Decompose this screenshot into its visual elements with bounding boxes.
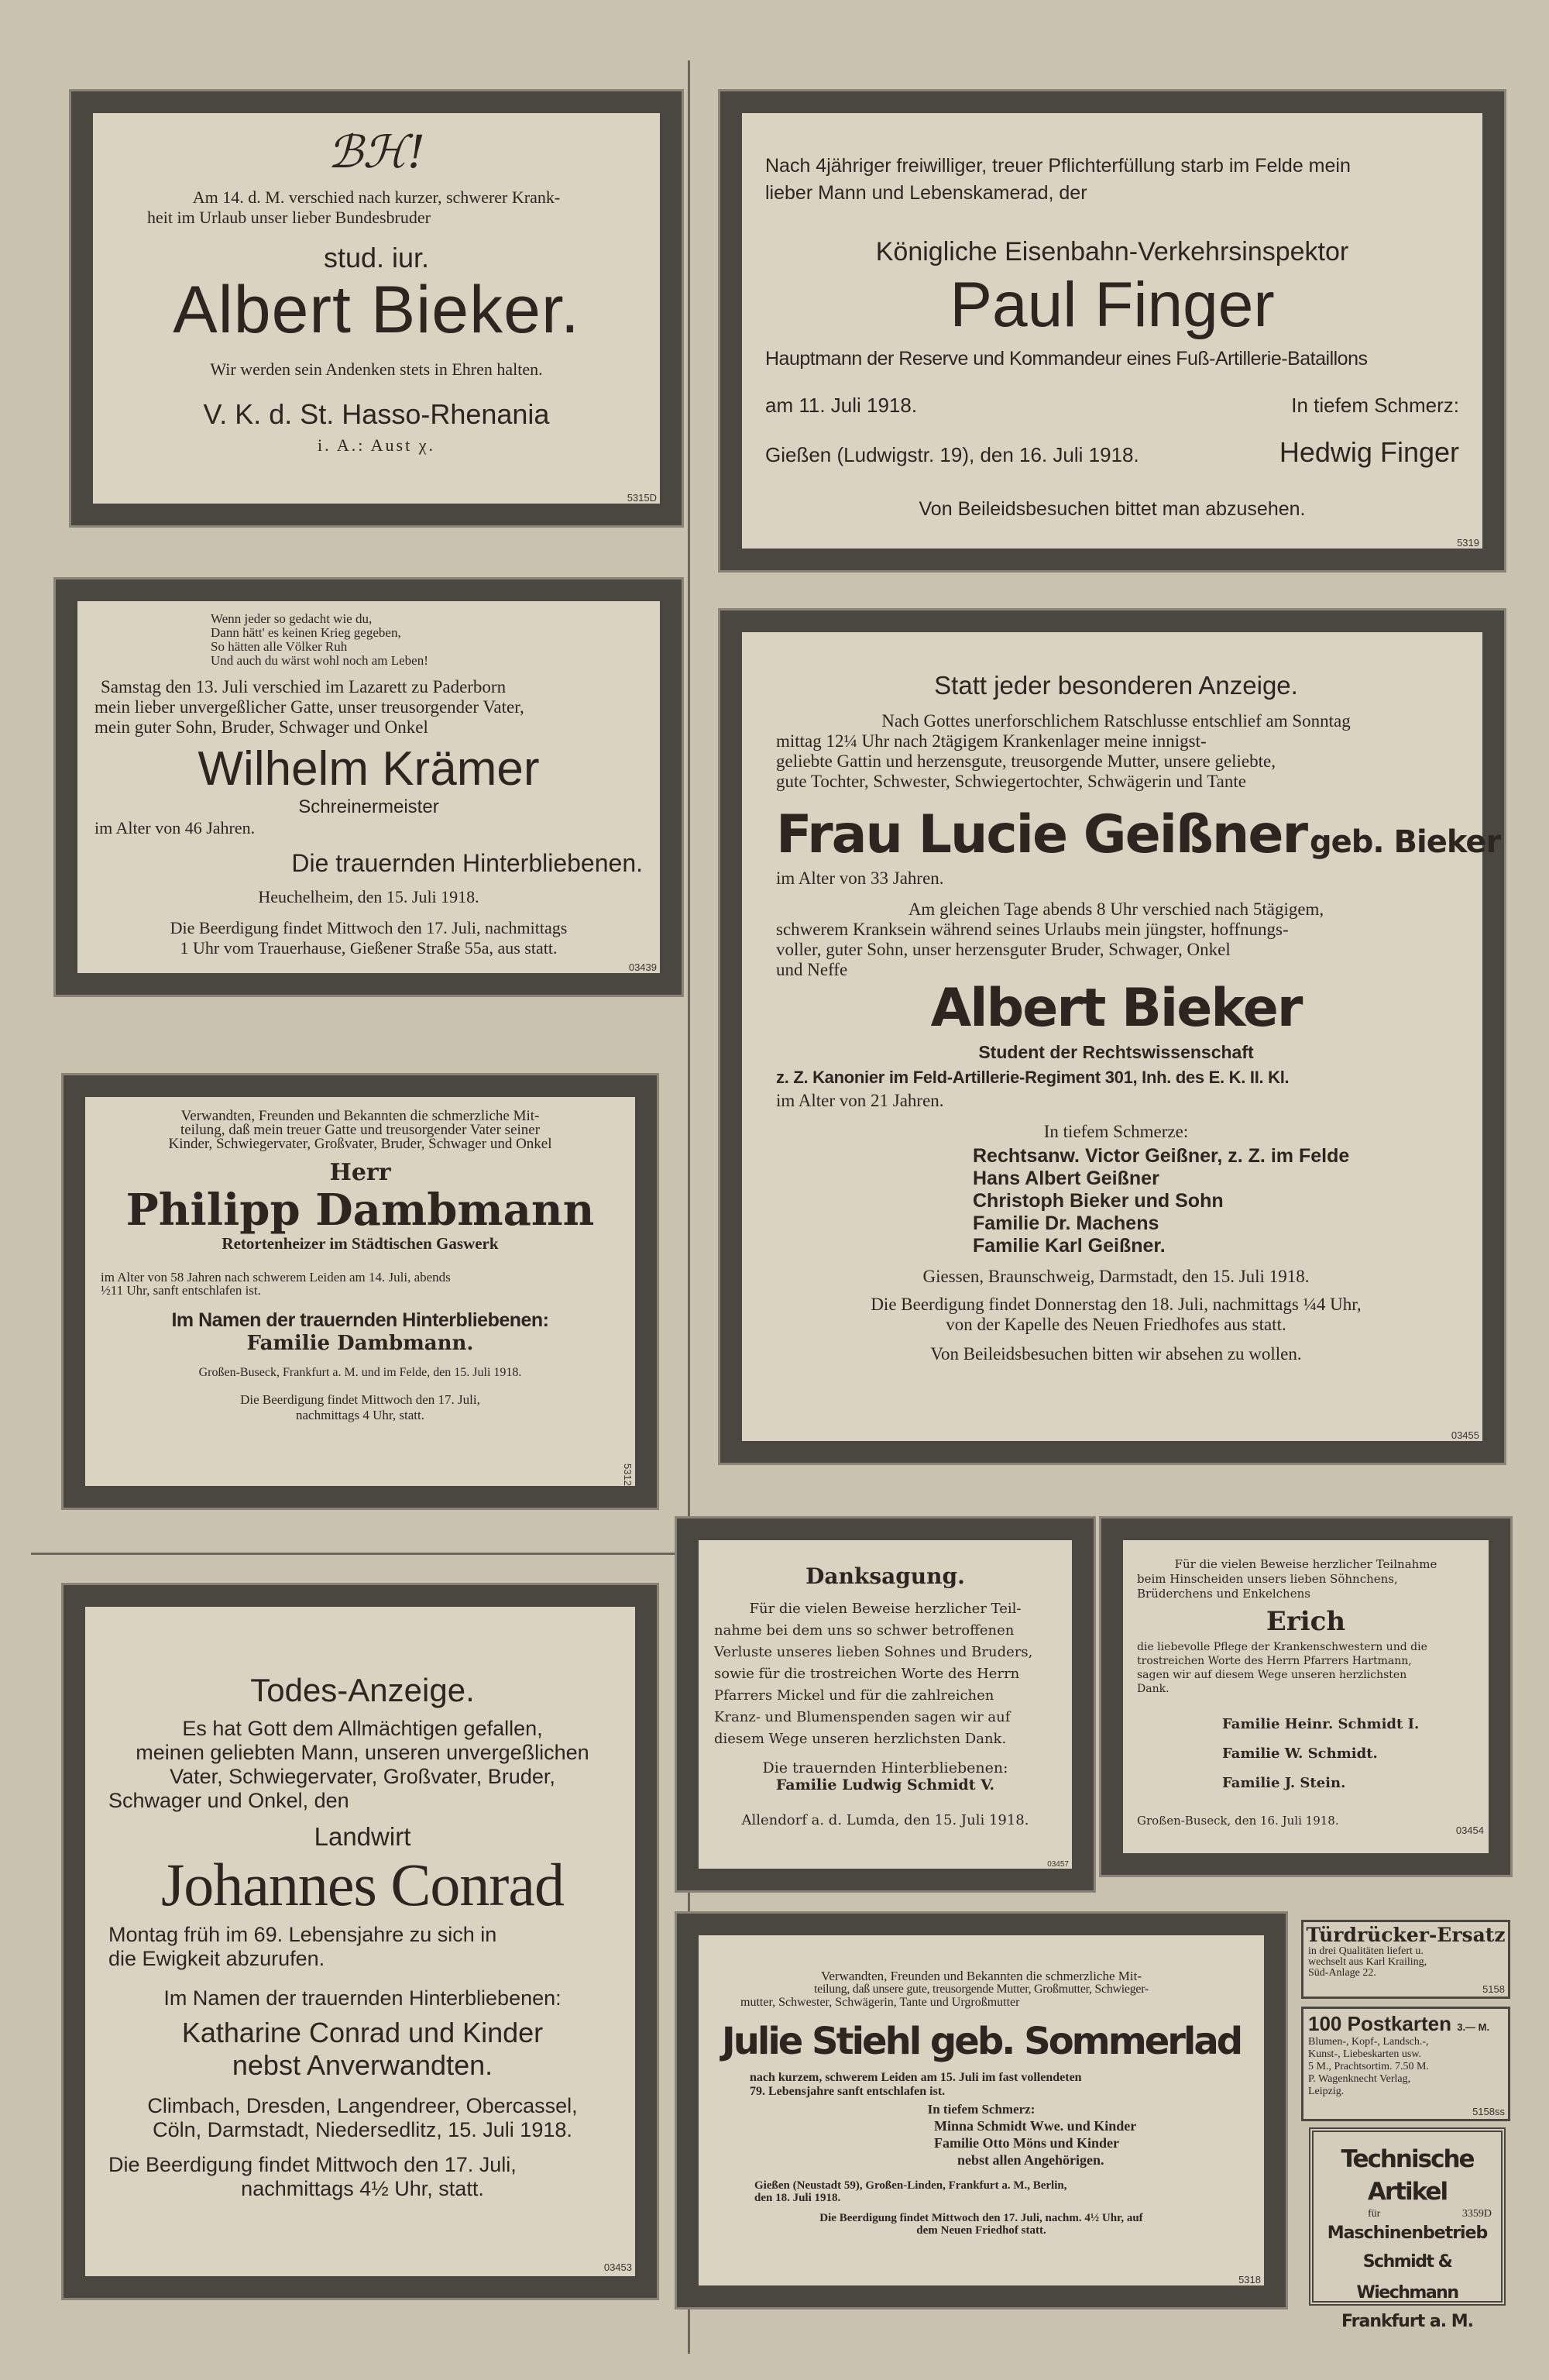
funeral-info: Die Beerdigung findet Mittwoch den 17. Juli, nachm. 4½ Uhr, auf	[819, 2212, 1143, 2224]
ad-text: 5 M., Prachtsortim. 7.50 M.	[1308, 2061, 1429, 2072]
notice-text: die Ewigkeit abzurufen.	[108, 1947, 325, 1970]
grief-line: In tiefem Schmerze:	[1043, 1122, 1189, 1141]
family-member: Familie Dr. Machens	[973, 1212, 1159, 1234]
ad-text: Maschinenbetrieb	[1327, 2224, 1488, 2243]
ad-heading: Technische Artikel	[1341, 2145, 1474, 2206]
grief-line: In tiefem Schmerz:	[1291, 394, 1459, 417]
family-name: Familie W. Schmidt.	[1222, 1745, 1378, 1762]
deceased-name: Albert Bieker.	[173, 273, 580, 347]
place-date: Großen-Buseck, Frankfurt a. M. und im Felde, den 15. Juli 1918.	[198, 1366, 522, 1379]
notice-text: 79. Lebensjahre sanft entschlafen ist.	[750, 2085, 946, 2098]
funeral-info: nachmittags 4 Uhr, statt.	[296, 1408, 424, 1422]
mourners: Die trauernden Hinterbliebenen:	[762, 1759, 1008, 1776]
family-name: Katharine Conrad und Kinder	[181, 2017, 544, 2048]
notice-text: Vater, Schwiegervater, Großvater, Bruder,	[170, 1765, 555, 1788]
ad-code: 03455	[1451, 1429, 1479, 1441]
notice-text: teilung, daß unsere gute, treusorgende Mutter, Großmutter, Schwieger-	[814, 1983, 1149, 1996]
family-member: Minna Schmidt Wwe. und Kinder	[934, 2118, 1137, 2134]
notice-text: meinen geliebten Mann, unseren unvergeßlichen	[136, 1741, 589, 1764]
notice-philipp-dambmann	[64, 1075, 657, 1508]
notice-text: mein lieber unvergeßlicher Gatte, unser treusorgender Vater,	[94, 697, 524, 717]
deceased-name: Johannes Conrad	[160, 1851, 565, 1918]
notice-heading: Danksagung.	[805, 1563, 965, 1589]
notice-heading: Todes-Anzeige.	[250, 1672, 475, 1708]
notice-text: gute Tochter, Schwester, Schwiegertochter, Schwägerin und Tante	[776, 772, 1246, 791]
funeral-info: dem Neuen Friedhof statt.	[916, 2224, 1046, 2237]
ad-text: für	[1368, 2208, 1381, 2220]
family-name: Familie Ludwig Schmidt V.	[775, 1776, 995, 1794]
notice-johannes-conrad	[64, 1585, 657, 2298]
place-date: Gießen (Neustadt 59), Großen-Linden, Frankfurt a. M., Berlin,	[754, 2179, 1067, 2192]
ad-heading: Türdrücker-Ersatz	[1306, 1924, 1506, 1946]
place-date: den 18. Juli 1918.	[754, 2192, 841, 2204]
notice-erich-schmidt	[1101, 1518, 1510, 1875]
notice-text: die liebevolle Pflege der Krankenschwestern und die	[1137, 1641, 1427, 1653]
ad-code: 3359D	[1461, 2208, 1492, 2220]
widow-name: Hedwig Finger	[1279, 436, 1459, 468]
notice-text: Montag früh im 69. Lebensjahre zu sich in	[108, 1923, 497, 1946]
ad-text: Blumen-, Kopf-, Landsch.-,	[1308, 2036, 1429, 2048]
signature: i. A.: Aust χ.	[317, 435, 435, 455]
notice-text: Von Beileidsbesuchen bittet man abzusehen.	[919, 498, 1306, 520]
notice-text: im Alter von 58 Jahren nach schwerem Leiden am 14. Juli, abends	[101, 1270, 451, 1285]
funeral-info: Die Beerdigung findet Mittwoch den 17. Juli, nachmittags	[170, 918, 568, 937]
verse-line: So hätten alle Völker Ruh	[211, 639, 348, 654]
ad-code: 03439	[628, 961, 657, 973]
notice-text: sagen wir auf diesem Wege unseren herzlichsten	[1137, 1669, 1407, 1681]
funeral-info: von der Kapelle des Neuen Friedhofes aus statt.	[946, 1315, 1286, 1334]
ad-code: 5158	[1482, 1983, 1505, 1995]
notice-text: trostreichen Worte des Herrn Pfarrers Hartmann,	[1137, 1655, 1412, 1667]
fraternity-monogram: ℬℋ!	[327, 126, 426, 178]
organization-name: V. K. d. St. Hasso-Rhenania	[203, 398, 550, 430]
deceased-job: Landwirt	[314, 1822, 411, 1851]
ad-code: 03457	[1047, 1860, 1069, 1869]
notice-text: und Neffe	[776, 960, 848, 979]
maiden-name: geb. Bieker	[1309, 824, 1501, 860]
notice-text: Verwandten, Freunden und Bekannten die schmerzliche Mit-	[180, 1108, 540, 1124]
notice-text: diesem Wege unseren herzlichsten Dank.	[714, 1731, 1007, 1747]
notice-text: Wir werden sein Andenken stets in Ehren halten.	[210, 359, 543, 379]
place-date: Großen-Buseck, den 16. Juli 1918.	[1137, 1814, 1339, 1828]
notice-text: mein guter Sohn, Bruder, Schwager und Onkel	[94, 717, 428, 737]
ad-heading: 100 Postkarten	[1308, 2012, 1451, 2035]
ad-code: 5319	[1457, 537, 1479, 549]
ad-code: 5315D	[627, 492, 657, 504]
notice-text: Samstag den 13. Juli verschied im Lazarett zu Paderborn	[101, 677, 507, 696]
deceased-name: Wilhelm Krämer	[197, 742, 540, 796]
ad-text: wechselt aus Karl Krailing,	[1308, 1956, 1427, 1968]
ad-code: 5158ss	[1472, 2106, 1505, 2117]
notice-paul-finger	[720, 91, 1504, 570]
ad-code: 5312	[622, 1463, 634, 1486]
deceased-age: im Alter von 46 Jahren.	[94, 818, 256, 837]
mourners: Im Namen der trauernden Hinterbliebenen:	[171, 1309, 549, 1331]
family-name: Familie J. Stein.	[1222, 1775, 1346, 1791]
notice-wilhelm-kraemer	[56, 580, 682, 995]
notice-text: Dank.	[1137, 1683, 1169, 1695]
notice-text: Verwandten, Freunden und Bekannten die schmerzliche Mit-	[820, 1969, 1142, 1983]
verse-line: Dann hätt' es keinen Krieg gegeben,	[211, 625, 401, 640]
ad-code: 5318	[1238, 2274, 1261, 2285]
ad-text: Leipzig.	[1308, 2086, 1345, 2097]
deceased-study: Student der Rechtswissenschaft	[978, 1042, 1254, 1062]
deceased-job: Retortenheizer im Städtischen Gaswerk	[222, 1234, 499, 1253]
deceased-name: Erich	[1266, 1606, 1346, 1637]
verse-line: Und auch du wärst wohl noch am Leben!	[211, 653, 428, 668]
verse-line: Wenn jeder so gedacht wie du,	[211, 611, 373, 626]
notice-text: nach kurzem, schwerem Leiden am 15. Juli im fast vollendeten	[750, 2071, 1082, 2084]
company-name: Schmidt & Wiechmann	[1356, 2252, 1458, 2303]
ad-price: 3.— M.	[1457, 2021, 1490, 2033]
notice-text: Schwager und Onkel, den	[108, 1789, 349, 1812]
notice-text: beim Hinscheiden unsers lieben Söhnchens,	[1137, 1572, 1398, 1586]
notice-text: Es hat Gott dem Allmächtigen gefallen,	[182, 1717, 543, 1740]
mourners: Im Namen der trauernden Hinterbliebenen:	[163, 1986, 562, 2010]
section-rule	[31, 1553, 688, 1555]
funeral-info: Von Beileidsbesuchen bitten wir absehen zu wollen.	[930, 1344, 1302, 1364]
place-date: Climbach, Dresden, Langendreer, Obercassel,	[147, 2094, 578, 2117]
deceased-name: Paul Finger	[950, 270, 1275, 340]
notice-text: Nach Gottes unerforschlichem Ratschlusse entschlief am Sonntag	[881, 711, 1351, 731]
place-date: Giessen, Braunschweig, Darmstadt, den 15. Juli 1918.	[922, 1267, 1310, 1286]
deceased-age: im Alter von 33 Jahren.	[776, 868, 944, 888]
family-name: Familie Heinr. Schmidt I.	[1222, 1716, 1420, 1732]
place-date: Gießen (Ludwigstr. 19), den 16. Juli 1918.	[765, 443, 1139, 466]
notice-text: Für die vielen Beweise herzlicher Teilnahme	[1174, 1557, 1437, 1571]
notice-text: Hauptmann der Reserve und Kommandeur eines Fuß-Artillerie-Bataillons	[765, 348, 1368, 370]
family-member: Rechtsanw. Victor Geißner, z. Z. im Felde	[973, 1145, 1350, 1167]
notice-text: mutter, Schwester, Schwägerin, Tante und Urgroßmutter	[740, 1996, 1020, 2009]
funeral-info: 1 Uhr vom Trauerhause, Gießener Straße 55a, aus statt.	[180, 938, 558, 958]
deceased-name: Julie Stiehl geb. Sommerlad	[721, 2020, 1242, 2063]
notice-text: Brüderchens und Enkelchens	[1137, 1587, 1310, 1601]
notice-text: schwerem Kranksein während seines Urlaubs mein jüngster, hoffnungs-	[776, 920, 1289, 939]
notice-text: sowie für die trostreichen Worte des Herrn	[714, 1666, 1020, 1682]
family-member: Familie Karl Geißner.	[973, 1235, 1166, 1257]
family-member: nebst allen Angehörigen.	[957, 2152, 1104, 2168]
notice-albert-bieker-fraternity	[71, 91, 682, 525]
notice-text: teilung, daß mein treuer Gatte und treusorgender Vater seiner	[180, 1122, 541, 1138]
notice-danksagung-schmidt	[677, 1518, 1094, 1890]
deceased-age: im Alter von 21 Jahren.	[776, 1091, 944, 1110]
family-member: Familie Otto Möns und Kinder	[934, 2135, 1120, 2151]
family-name: Familie Dambmann.	[246, 1332, 474, 1355]
deceased-title: Königliche Eisenbahn-Verkehrsinspektor	[875, 237, 1349, 267]
deceased-name: Philipp Dambmann	[125, 1185, 595, 1236]
ad-text: in drei Qualitäten liefert u.	[1308, 1945, 1424, 1957]
deceased-name: Albert Bieker	[930, 978, 1302, 1039]
ad-tuerdruecker	[1301, 1920, 1510, 1999]
ad-text: Süd-Anlage 22.	[1308, 1967, 1376, 1979]
funeral-info: nachmittags 4½ Uhr, statt.	[241, 2177, 484, 2200]
notice-text: heit im Urlaub unser lieber Bundesbruder	[147, 208, 431, 227]
salutation: Herr	[329, 1159, 391, 1186]
ad-technische-artikel	[1309, 2127, 1506, 2331]
notice-text: Für die vielen Beweise herzlicher Teil-	[749, 1601, 1022, 1617]
company-city: Frankfurt a. M.	[1341, 2312, 1473, 2331]
notice-heading: Statt jeder besonderen Anzeige.	[934, 671, 1298, 700]
grief-line: In tiefem Schmerz:	[927, 2102, 1036, 2117]
notice-text: Nach 4jähriger freiwilliger, treuer Pflichterfüllung starb im Felde mein	[765, 155, 1351, 177]
death-date: am 11. Juli 1918.	[765, 394, 918, 417]
ad-postkarten	[1301, 2007, 1510, 2121]
notice-text: nahme bei dem uns so schwer betroffenen	[714, 1622, 1015, 1639]
notice-text: lieber Mann und Lebenskamerad, der	[765, 182, 1087, 204]
family-name: nebst Anverwandten.	[232, 2049, 493, 2081]
notice-text: mittag 12¼ Uhr nach 2tägigem Krankenlager meine innigst-	[776, 731, 1207, 751]
deceased-job: Schreinermeister	[298, 796, 439, 817]
notice-text: voller, guter Sohn, unser herzensguter Bruder, Schwager, Onkel	[776, 940, 1231, 959]
place-date: Allendorf a. d. Lumda, den 15. Juli 1918.	[741, 1812, 1029, 1828]
funeral-info: Die Beerdigung findet Mittwoch den 17. Juli,	[108, 2153, 517, 2176]
notice-text: Am gleichen Tage abends 8 Uhr verschied nach 5tägigem,	[908, 899, 1324, 919]
mourners: Die trauernden Hinterbliebenen.	[291, 849, 643, 877]
notice-text: Verluste unseres lieben Sohnes und Bruders,	[714, 1644, 1033, 1660]
notice-text: Kranz- und Blumenspenden sagen wir auf	[714, 1709, 1011, 1725]
notice-text: Kinder, Schwiegervater, Großvater, Bruder, Schwager und Onkel	[168, 1136, 552, 1152]
notice-lucie-geissner-albert-bieker	[720, 610, 1504, 1463]
military-unit: z. Z. Kanonier im Feld-Artillerie-Regiment 301, Inh. des E. K. II. Kl.	[776, 1068, 1290, 1087]
notice-text: ½11 Uhr, sanft entschlafen ist.	[101, 1283, 261, 1298]
notice-julie-stiehl	[677, 1914, 1286, 2307]
notice-text: Am 14. d. M. verschied nach kurzer, schwerer Krank-	[192, 187, 561, 207]
place-date: Heuchelheim, den 15. Juli 1918.	[258, 887, 479, 906]
family-member: Hans Albert Geißner	[973, 1168, 1159, 1189]
ad-code: 03454	[1455, 1825, 1484, 1836]
funeral-info: Die Beerdigung findet Mittwoch den 17. Juli,	[240, 1392, 480, 1407]
ad-text: Kunst-, Liebeskarten usw.	[1308, 2048, 1422, 2060]
notice-text: geliebte Gattin und herzensgute, treusorgende Mutter, unsere geliebte,	[776, 751, 1276, 771]
deceased-title: stud. iur.	[323, 242, 430, 273]
funeral-info: Die Beerdigung findet Donnerstag den 18. Juli, nachmittags ¼4 Uhr,	[871, 1295, 1362, 1314]
place-date: Cöln, Darmstadt, Niedersedlitz, 15. Juli 1918.	[153, 2118, 572, 2141]
deceased-name: Frau Lucie Geißner	[776, 804, 1307, 865]
family-member: Christoph Bieker und Sohn	[973, 1190, 1224, 1212]
ad-code: 03453	[603, 2261, 632, 2273]
ad-text: P. Wagenknecht Verlag,	[1308, 2073, 1411, 2085]
notice-text: Pfarrers Mickel und für die zahlreichen	[714, 1687, 994, 1704]
